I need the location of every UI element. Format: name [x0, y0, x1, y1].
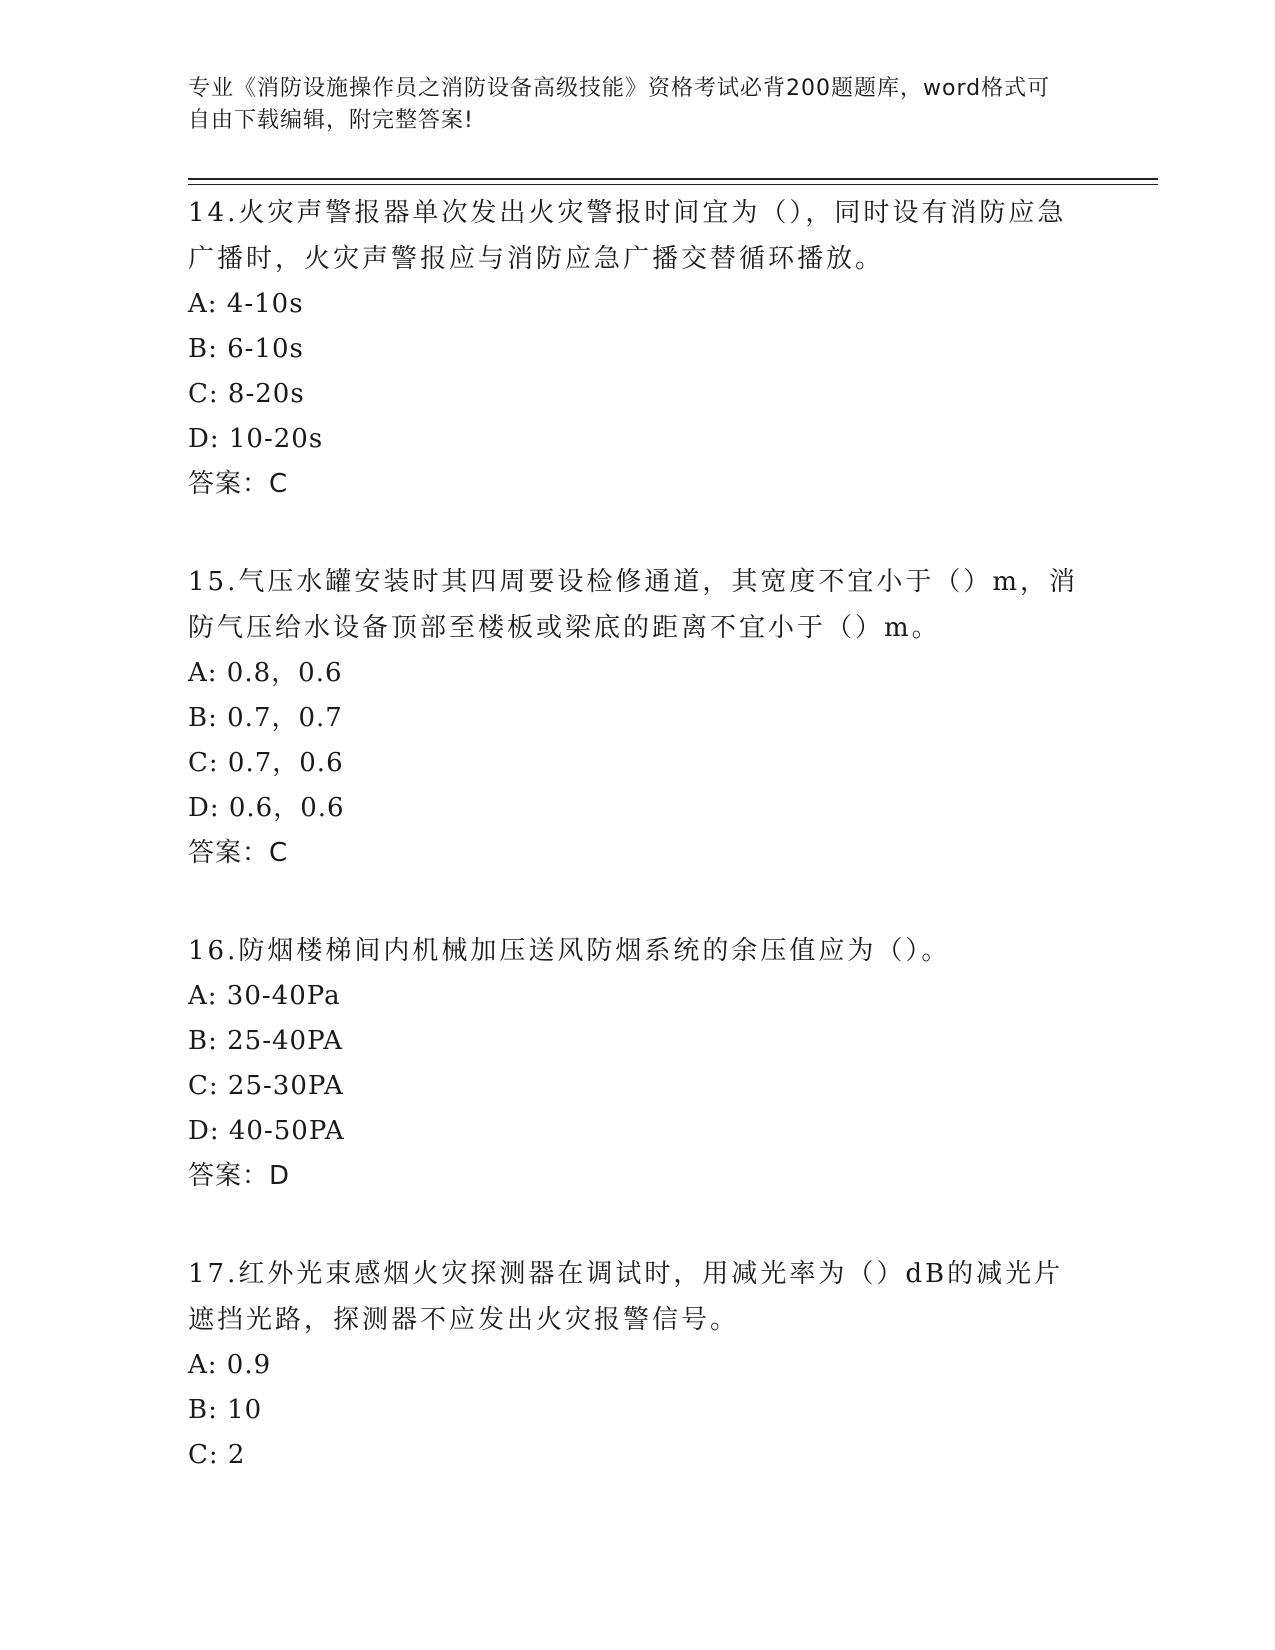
question-text: 14.火灾声警报器单次发出火灾警报时间宜为（），同时设有消防应急广播时，火灾声警报应与消防应急广播交替循环播放。 [188, 198, 1067, 274]
question-text: 17.红外光束感烟火灾探测器在调试时，用减光率为（）dB的减光片遮挡光路，探测器不应发出火灾报警信号。 [188, 1259, 1064, 1335]
option-a: A: 0.9 [188, 1350, 272, 1380]
question-17 [188, 1251, 1088, 1478]
question-text: 16.防烟楼梯间内机械加压送风防烟系统的余压值应为（）。 [188, 936, 951, 966]
option-c: C: 0.7，0.6 [188, 748, 344, 778]
question-text: 15.气压水罐安装时其四周要设检修通道，其宽度不宜小于（）m，消防气压给水设备顶部至楼板或梁底的距离不宜小于（）m。 [188, 567, 1079, 643]
option-d: D: 40-50PA [188, 1116, 345, 1146]
header-divider [188, 178, 1158, 180]
question-15 [188, 559, 1088, 876]
option-b: B: 0.7，0.7 [188, 703, 343, 733]
answer-line: 答案：D [188, 1161, 291, 1191]
document-header: 专业《消防设施操作员之消防设备高级技能》资格考试必背200题题库，word格式可自由下载编辑，附完整答案! [188, 76, 1051, 133]
option-b: B: 10 [188, 1395, 263, 1425]
answer-line: 答案：C [188, 469, 289, 499]
option-a: A: 30-40Pa [188, 981, 341, 1011]
option-c: C: 8-20s [188, 379, 305, 409]
answer-line: 答案：C [188, 838, 289, 868]
option-b: B: 6-10s [188, 334, 304, 364]
option-a: A: 4-10s [188, 289, 304, 319]
option-a: A: 0.8，0.6 [188, 658, 343, 688]
question-list [188, 190, 1088, 1530]
option-b: B: 25-40PA [188, 1026, 343, 1056]
option-d: D: 10-20s [188, 424, 324, 454]
option-c: C: 2 [188, 1440, 246, 1470]
option-c: C: 25-30PA [188, 1071, 344, 1101]
header-divider-thin [188, 184, 1158, 185]
option-d: D: 0.6，0.6 [188, 793, 345, 823]
question-16 [188, 928, 1088, 1199]
question-14 [188, 190, 1088, 507]
